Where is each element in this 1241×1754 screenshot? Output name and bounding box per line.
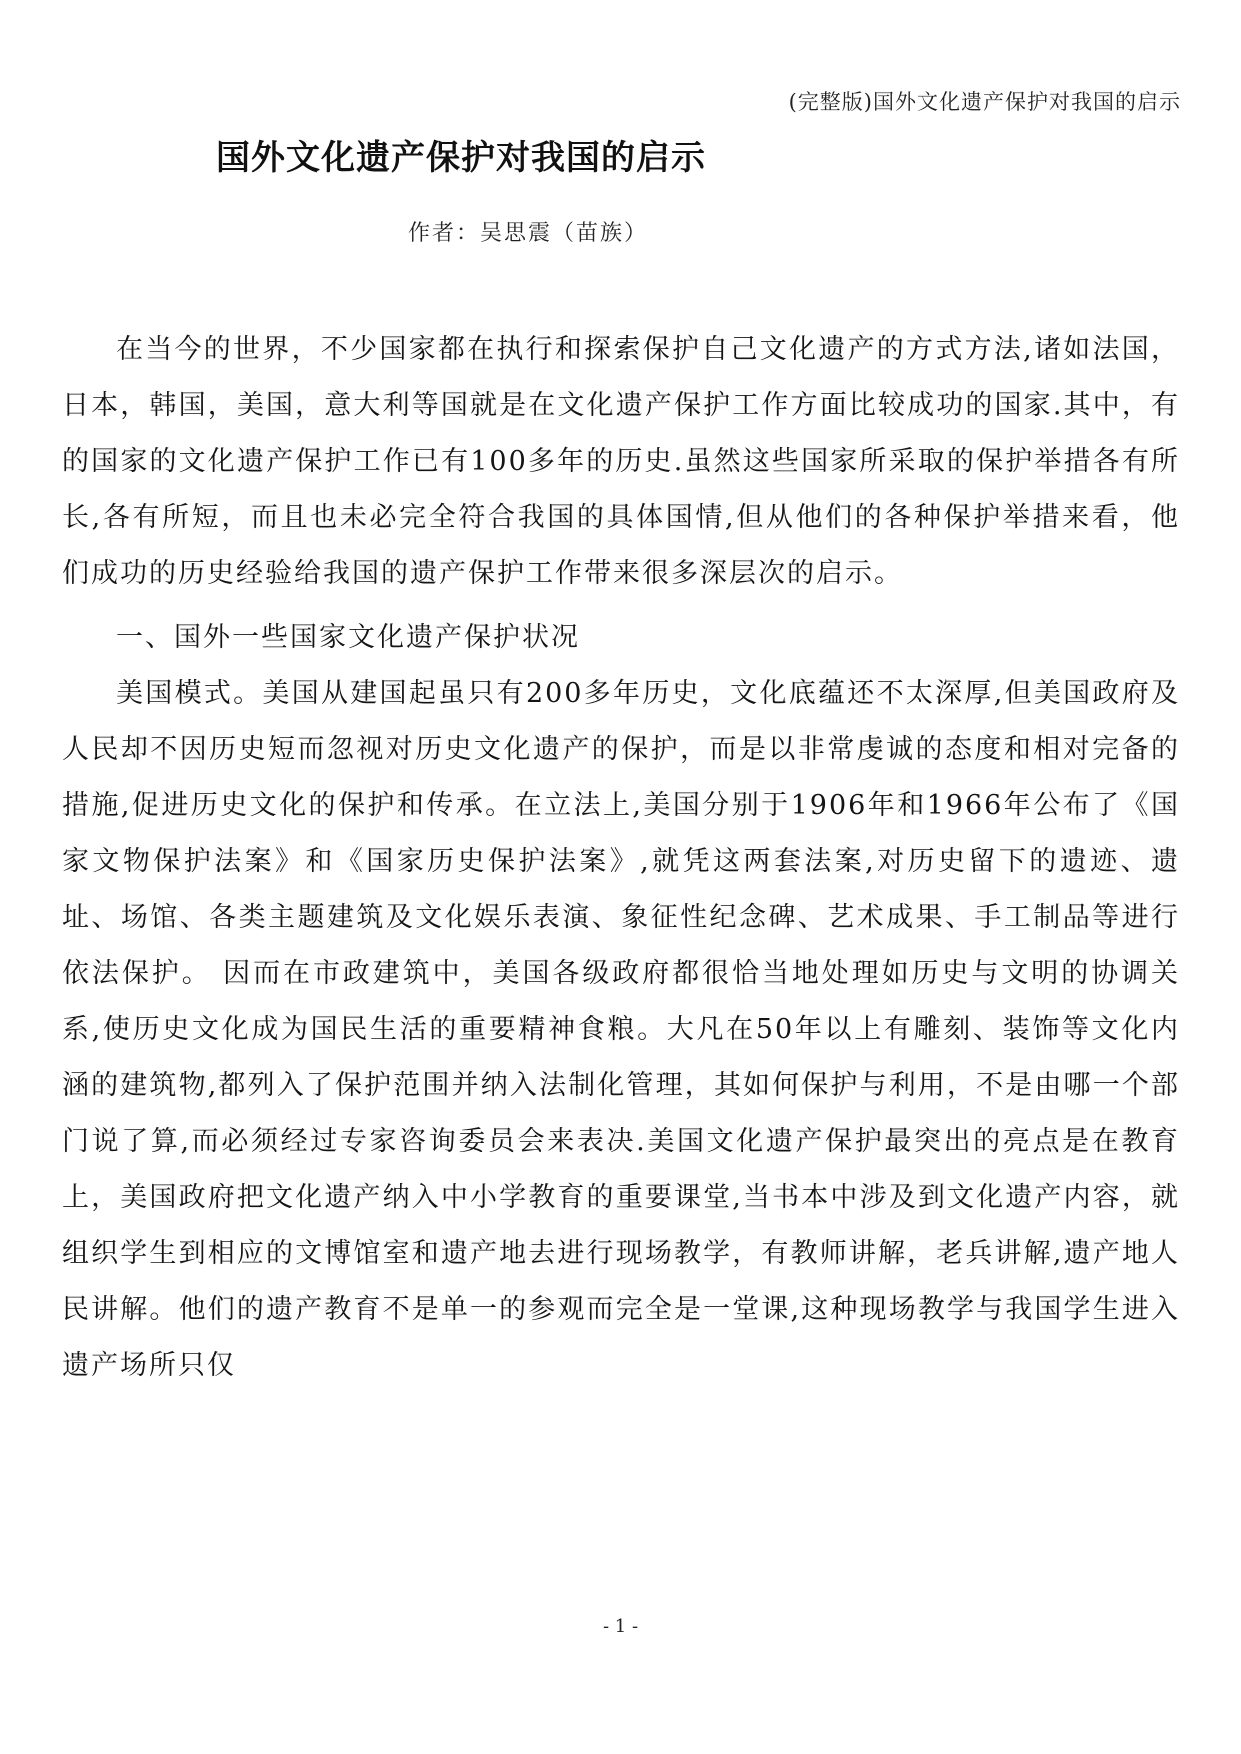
section-paragraph: 美国模式。美国从建国起虽只有200多年历史，文化底蕴还不太深厚,但美国政府及人民却不因历史短而忽视对历史文化遗产的保护，而是以非常虔诚的态度和相对完备的措施,促进历史文化的保护和传承。在立法上,美国分别于1906年和1966年公布了《国家文物保护法案》和《国家历史保护法案》,就凭这两套法案,对历史留下的遗迹、遗址、场馆、各类主题建筑及文化娱乐表演、象征性纪念碑、艺术成果、手工制品等进行依法保护。 因而在市政建筑中，美国各级政府都很恰当地处理如历史与文明的协调关系,使历史文化成为国民生活的重要精神食粮。大凡在50年以上有雕刻、装饰等文化内涵的建筑物,都列入了保护范围并纳入法制化管理，其如何保护与利用，不是由哪一个部门说了算,而必须经过专家咨询委员会来表决.美国文化遗产保护最突出的亮点是在教育上，美国政府把文化遗产纳入中小学教育的重要课堂,当书本中涉及到文化遗产内容，就组织学生到相应的文博馆室和遗产地去进行现场教学，有教师讲解，老兵讲解,遗产地人民讲解。他们的遗产教育不是单一的参观而完全是一堂课,这种现场教学与我国学生进入遗产场所只仅 [62,678,1180,1381]
document-body [62,322,1180,1394]
author-line: 作者：吴思震（苗族） [408,221,649,246]
document-title: 国外文化遗产保护对我国的启示 [216,138,706,178]
page-number: - 1 - [602,1616,639,1637]
document-header-label: (完整版)国外文化遗产保护对我国的启示 [788,90,1181,114]
section-heading: 一、国外一些国家文化遗产保护状况 [116,622,580,653]
intro-paragraph: 在当今的世界，不少国家都在执行和探索保护自己文化遗产的方式方法,诸如法国，日本，韩国，美国，意大利等国就是在文化遗产保护工作方面比较成功的国家.其中，有的国家的文化遗产保护工作已有100多年的历史.虽然这些国家所采取的保护举措各有所长,各有所短，而且也未必完全符合我国的具体国情,但从他们的各种保护举措来看，他们成功的历史经验给我国的遗产保护工作带来很多深层次的启示。 [62,334,1180,589]
